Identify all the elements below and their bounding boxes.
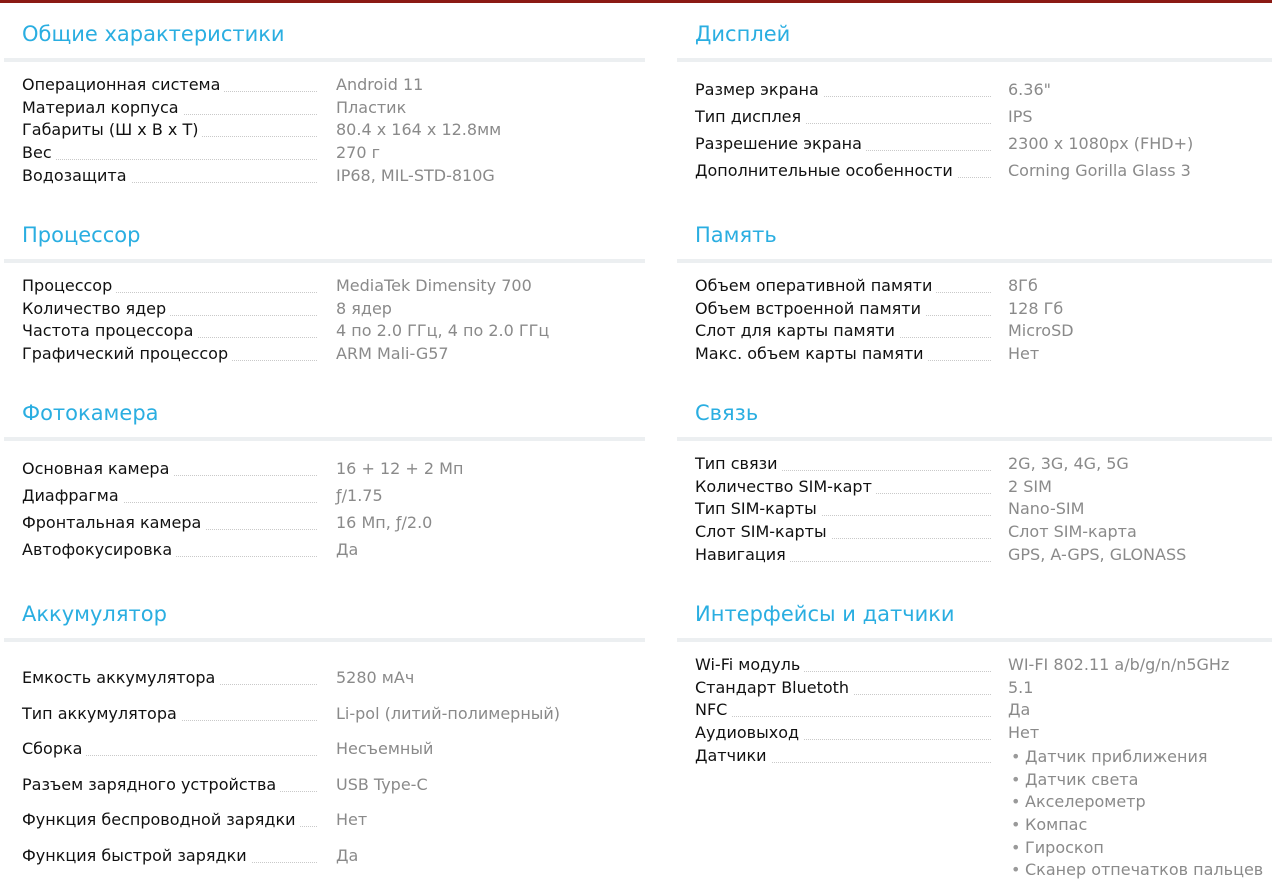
- spec-value: 270 г: [336, 143, 381, 162]
- spec-row: [695, 134, 1272, 156]
- spec-value: 128 Гб: [1008, 299, 1064, 318]
- spec-label: Вес: [22, 143, 56, 162]
- spec-value: 5.1: [1008, 678, 1034, 697]
- spec-row: [22, 299, 645, 321]
- spec-value: Слот SIM-карта: [1008, 522, 1137, 541]
- spec-label: Количество SIM-карт: [695, 477, 876, 496]
- section-title: Дисплей: [695, 22, 791, 46]
- sensor-name: Акселерометр: [1025, 792, 1146, 812]
- spec-row: [22, 739, 645, 761]
- spec-label: Датчики: [695, 746, 771, 765]
- spec-label: Слот SIM-карты: [695, 522, 831, 541]
- spec-label: Wi-Fi модуль: [695, 655, 804, 674]
- spec-value: 2300 x 1080px (FHD+): [1008, 134, 1194, 153]
- sensor-name: Сканер отпечатков пальцев: [1025, 860, 1264, 880]
- spec-label: Графический процессор: [22, 344, 232, 363]
- spec-value: USB Type-C: [336, 775, 428, 794]
- spec-label: Функция быстрой зарядки: [22, 846, 251, 865]
- spec-value: ARM Mali-G57: [336, 344, 449, 363]
- spec-row: [695, 321, 1272, 343]
- spec-value: GPS, A-GPS, GLONASS: [1008, 545, 1187, 564]
- spec-row: [695, 700, 1272, 722]
- spec-value: WI-FI 802.11 a/b/g/n/n5GHz: [1008, 655, 1230, 674]
- spec-row: [695, 161, 1272, 183]
- spec-label: Материал корпуса: [22, 98, 183, 117]
- spec-label: Тип связи: [695, 454, 781, 473]
- bullet-icon: •: [1011, 815, 1021, 835]
- spec-label: Автофокусировка: [22, 540, 176, 559]
- spec-row: [22, 459, 645, 481]
- spec-row: [22, 276, 645, 298]
- spec-row: [22, 321, 645, 343]
- spec-label: Сборка: [22, 739, 86, 758]
- sensor-name: Компас: [1025, 815, 1088, 835]
- spec-label: Основная камера: [22, 459, 173, 478]
- spec-row: [22, 668, 645, 690]
- section-divider: [677, 58, 1272, 62]
- bullet-icon: •: [1011, 860, 1021, 880]
- spec-label: Частота процессора: [22, 321, 197, 340]
- spec-label: Стандарт Bluetoth: [695, 678, 853, 697]
- spec-label: Разрешение экрана: [695, 134, 866, 153]
- section-divider: [677, 259, 1272, 263]
- spec-value: Нет: [1008, 344, 1040, 363]
- spec-row: [695, 454, 1272, 476]
- spec-label: Операционная система: [22, 75, 224, 94]
- spec-label: Дополнительные особенности: [695, 161, 957, 180]
- spec-row: [22, 540, 645, 562]
- sensors-list-wrap: [1011, 746, 1263, 882]
- spec-row: [22, 98, 645, 120]
- spec-row: [695, 80, 1272, 102]
- spec-value: Corning Gorilla Glass 3: [1008, 161, 1191, 180]
- section-title: Память: [695, 223, 777, 247]
- section-title: Процессор: [22, 223, 141, 247]
- section-divider: [677, 638, 1272, 642]
- spec-value: Nano-SIM: [1008, 499, 1085, 518]
- spec-label: Объем оперативной памяти: [695, 276, 936, 295]
- spec-value: Пластик: [336, 98, 407, 117]
- spec-value: IPS: [1008, 107, 1033, 126]
- spec-value: Нет: [1008, 723, 1040, 742]
- spec-label: Процессор: [22, 276, 116, 295]
- spec-row: [22, 344, 645, 366]
- spec-label: Макс. объем карты памяти: [695, 344, 928, 363]
- spec-row: [22, 486, 645, 508]
- section-divider: [4, 437, 645, 441]
- spec-label: Слот для карты памяти: [695, 321, 899, 340]
- bullet-icon: •: [1011, 747, 1021, 766]
- section-title: Общие характеристики: [22, 22, 285, 46]
- sensor-name: Датчик света: [1025, 769, 1139, 789]
- spec-value: MediaTek Dimensity 700: [336, 276, 532, 295]
- section-divider: [677, 437, 1272, 441]
- spec-row: [22, 513, 645, 535]
- sensor-name: Гироскоп: [1025, 837, 1104, 857]
- spec-label: Количество ядер: [22, 299, 170, 318]
- spec-label: Габариты (Ш х В х Т): [22, 120, 202, 139]
- section-divider: [4, 259, 645, 263]
- spec-value: Несъемный: [336, 739, 434, 758]
- spec-label: Диафрагма: [22, 486, 123, 505]
- list-item: [1011, 769, 1263, 792]
- spec-row: [695, 522, 1272, 544]
- spec-row: [695, 545, 1272, 567]
- spec-row: [22, 143, 645, 165]
- spec-label: Функция беспроводной зарядки: [22, 810, 300, 829]
- spec-label: Размер экрана: [695, 80, 823, 99]
- spec-row: [695, 299, 1272, 321]
- spec-value: 6.36": [1008, 80, 1051, 99]
- spec-row: [695, 499, 1272, 521]
- spec-value: 8Гб: [1008, 276, 1038, 295]
- list-item: [1011, 837, 1263, 860]
- spec-value: 2 SIM: [1008, 477, 1052, 496]
- spec-label: Тип дисплея: [695, 107, 805, 126]
- spec-label: Тип SIM-карты: [695, 499, 821, 518]
- spec-value: Да: [336, 846, 359, 865]
- top-accent-bar: [0, 0, 1272, 3]
- sensors-list: [1011, 746, 1263, 882]
- spec-value: ƒ/1.75: [336, 486, 383, 505]
- spec-row: [695, 276, 1272, 298]
- list-item: [1011, 859, 1263, 882]
- spec-value: Android 11: [336, 75, 424, 94]
- spec-row: [695, 678, 1272, 700]
- section-title: Аккумулятор: [22, 602, 167, 626]
- spec-row-sensors: [695, 746, 1272, 886]
- bullet-icon: •: [1011, 792, 1021, 812]
- section-divider: [4, 58, 645, 62]
- spec-label: Разъем зарядного устройства: [22, 775, 280, 794]
- list-item: [1011, 791, 1263, 814]
- spec-row: [695, 723, 1272, 745]
- spec-value: 4 по 2.0 ГГц, 4 по 2.0 ГГц: [336, 321, 550, 340]
- spec-value: 2G, 3G, 4G, 5G: [1008, 454, 1129, 473]
- spec-row: [22, 120, 645, 142]
- spec-value: 80.4 x 164 x 12.8мм: [336, 120, 502, 139]
- spec-value: IP68, MIL-STD-810G: [336, 166, 495, 185]
- spec-label: Объем встроенной памяти: [695, 299, 925, 318]
- spec-value: 8 ядер: [336, 299, 392, 318]
- spec-label: NFC: [695, 700, 731, 719]
- spec-row: [695, 655, 1272, 677]
- dotted-leader: [695, 716, 991, 717]
- bullet-icon: •: [1011, 837, 1021, 857]
- spec-value: 5280 мАч: [336, 668, 415, 687]
- spec-row: [695, 107, 1272, 129]
- section-title: Связь: [695, 401, 759, 425]
- spec-label: Тип аккумулятора: [22, 704, 181, 723]
- section-divider: [4, 638, 645, 642]
- spec-value: Да: [1008, 700, 1031, 719]
- dotted-leader: [22, 159, 317, 160]
- spec-value: 16 Мп, ƒ/2.0: [336, 513, 433, 532]
- spec-value: 16 + 12 + 2 Мп: [336, 459, 464, 478]
- spec-label: Емкость аккумулятора: [22, 668, 219, 687]
- spec-value: Li-pol (литий-полимерный): [336, 704, 561, 723]
- spec-value: Нет: [336, 810, 368, 829]
- spec-value: Да: [336, 540, 359, 559]
- spec-label: Аудиовыход: [695, 723, 803, 742]
- bullet-icon: •: [1011, 769, 1021, 789]
- section-title: Фотокамера: [22, 401, 159, 425]
- spec-label: Водозащита: [22, 166, 131, 185]
- sensor-name: Датчик приближения: [1025, 747, 1208, 766]
- spec-label: Навигация: [695, 545, 790, 564]
- spec-row: [695, 477, 1272, 499]
- spec-row: [695, 344, 1272, 366]
- list-item: [1011, 814, 1263, 837]
- list-item: [1011, 746, 1263, 769]
- spec-row: [22, 704, 645, 726]
- section-title: Интерфейсы и датчики: [695, 602, 955, 626]
- spec-row: [22, 810, 645, 832]
- spec-row: [22, 775, 645, 797]
- spec-label: Фронтальная камера: [22, 513, 205, 532]
- spec-row: [22, 166, 645, 188]
- spec-row: [22, 75, 645, 97]
- spec-row: [22, 846, 645, 868]
- spec-value: MicroSD: [1008, 321, 1074, 340]
